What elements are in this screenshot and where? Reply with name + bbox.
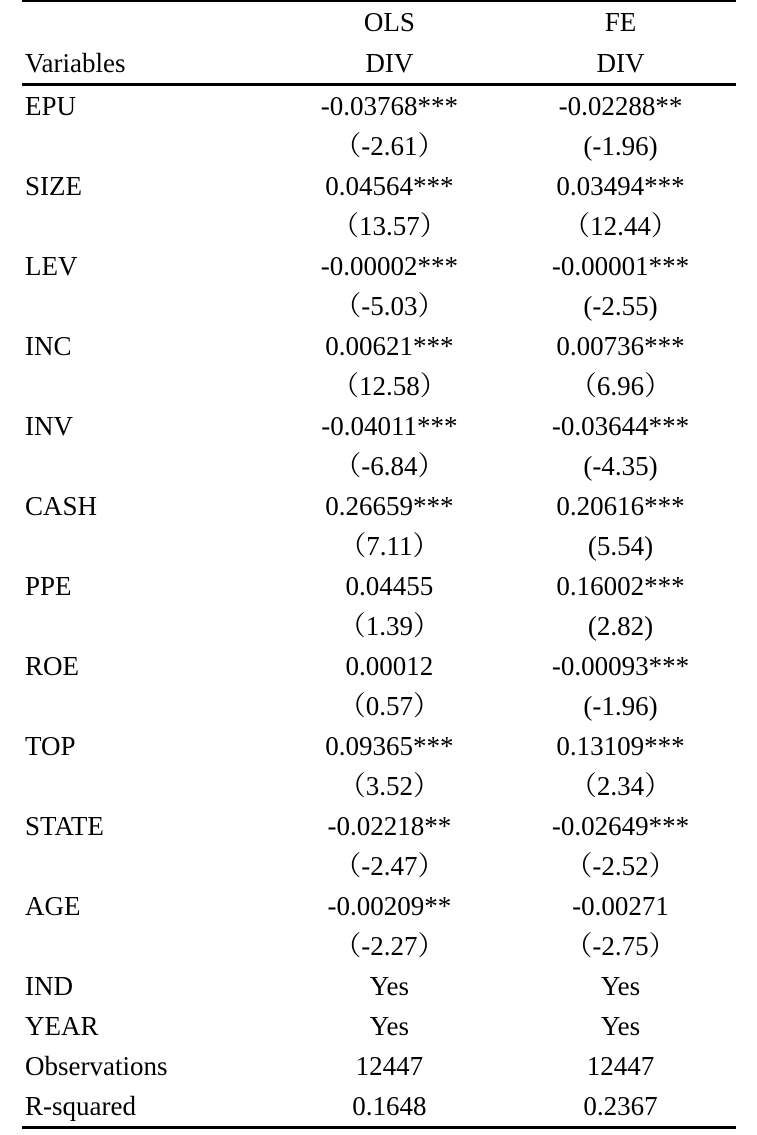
ols-value-cell: Yes xyxy=(369,971,410,1001)
fe-value-cell: (2.82) xyxy=(587,611,654,641)
variable-name-cell: EPU xyxy=(25,91,77,121)
variable-name-cell: AGE xyxy=(25,891,81,921)
table-row xyxy=(22,486,736,526)
variable-name-cell xyxy=(22,846,274,886)
ols-value-cell: （-6.84） xyxy=(334,451,445,481)
fe-value-cell: Yes xyxy=(600,971,641,1001)
ols-value-cell: （1.39） xyxy=(338,611,441,641)
ols-value-cell: 0.04455 xyxy=(345,571,434,601)
ols-value-cell: -0.02218** xyxy=(327,811,452,841)
ols-value-cell: -0.00002*** xyxy=(320,251,459,281)
variable-name-cell: CASH xyxy=(25,491,98,521)
variable-name-cell: INC xyxy=(25,331,72,361)
header-cell-ols-dependent: DIV xyxy=(365,48,414,78)
variable-name-cell: IND xyxy=(25,971,73,1001)
table-row xyxy=(22,206,736,246)
variable-name-cell xyxy=(22,926,274,966)
table-row xyxy=(22,806,736,846)
table-row xyxy=(22,85,736,127)
table-row xyxy=(22,166,736,206)
fe-value-cell: (-4.35) xyxy=(583,451,658,481)
ols-value-cell: 0.26659*** xyxy=(325,491,454,521)
ols-value-cell: （13.57） xyxy=(332,211,447,241)
fe-value-cell: 0.16002*** xyxy=(556,571,685,601)
fe-value-cell: 0.2367 xyxy=(583,1091,658,1121)
ols-value-cell: （-2.47） xyxy=(334,851,445,881)
ols-value-cell: （-2.61） xyxy=(334,131,445,161)
ols-value-cell: （0.57） xyxy=(338,691,441,721)
fe-value-cell: -0.02288** xyxy=(558,91,683,121)
fe-value-cell: 0.03494*** xyxy=(556,171,685,201)
fe-value-cell: （-2.75） xyxy=(565,931,676,961)
table-row xyxy=(22,446,736,486)
ols-value-cell: （3.52） xyxy=(338,771,441,801)
table-row xyxy=(22,286,736,326)
fe-value-cell: （6.96） xyxy=(569,371,672,401)
table-row xyxy=(22,606,736,646)
fe-value-cell: Yes xyxy=(600,1011,641,1041)
variable-name-cell: STATE xyxy=(25,811,104,841)
ols-value-cell: Yes xyxy=(369,1011,410,1041)
fe-value-cell: -0.02649*** xyxy=(551,811,690,841)
table-row xyxy=(22,886,736,926)
ols-value-cell: 0.09365*** xyxy=(325,731,454,761)
variable-name-cell: YEAR xyxy=(25,1011,99,1041)
table-body xyxy=(22,85,736,1128)
variable-name-cell: R-squared xyxy=(25,1091,136,1121)
ols-value-cell: -0.00209** xyxy=(327,891,452,921)
variable-name-cell xyxy=(22,366,274,406)
variable-name-cell: SIZE xyxy=(25,171,82,201)
table-row xyxy=(22,526,736,566)
regression-table xyxy=(22,0,736,1129)
variable-name-cell xyxy=(22,606,274,646)
table-row xyxy=(22,686,736,726)
variable-name-cell: LEV xyxy=(25,251,78,281)
variable-name-cell: INV xyxy=(25,411,73,441)
variable-name-cell xyxy=(22,206,274,246)
table-row xyxy=(22,566,736,606)
table-row xyxy=(22,926,736,966)
variable-name-cell: Observations xyxy=(25,1051,168,1081)
variable-name-cell xyxy=(22,686,274,726)
ols-value-cell: 0.1648 xyxy=(352,1091,427,1121)
ols-value-cell: （-2.27） xyxy=(334,931,445,961)
variable-name-cell: ROE xyxy=(25,651,79,681)
table-row xyxy=(22,966,736,1006)
table-row xyxy=(22,246,736,286)
variable-name-cell xyxy=(22,446,274,486)
header-cell-fe-dependent: DIV xyxy=(596,48,645,78)
table-row xyxy=(22,1046,736,1086)
table-row xyxy=(22,846,736,886)
fe-value-cell: 0.13109*** xyxy=(556,731,685,761)
regression-table-container xyxy=(22,0,736,1129)
table-row xyxy=(22,646,736,686)
fe-value-cell: 0.20616*** xyxy=(556,491,685,521)
ols-value-cell: 0.00621*** xyxy=(325,331,454,361)
fe-value-cell: -0.00093*** xyxy=(551,651,690,681)
ols-value-cell: （-5.03） xyxy=(334,291,445,321)
ols-value-cell: （7.11） xyxy=(339,531,440,561)
fe-value-cell: (-2.55) xyxy=(583,291,658,321)
table-row xyxy=(22,1006,736,1046)
ols-value-cell: （12.58） xyxy=(332,371,447,401)
table-row xyxy=(22,1086,736,1128)
ols-value-cell: -0.04011*** xyxy=(321,411,458,441)
fe-value-cell: （-2.52） xyxy=(565,851,676,881)
ols-value-cell: 0.00012 xyxy=(345,651,434,681)
fe-value-cell: -0.00001*** xyxy=(551,251,690,281)
table-row xyxy=(22,126,736,166)
ols-value-cell: -0.03768*** xyxy=(320,91,459,121)
fe-value-cell: -0.03644*** xyxy=(551,411,690,441)
table-header xyxy=(22,0,736,85)
ols-value-cell: 0.04564*** xyxy=(325,171,454,201)
fe-value-cell: 0.00736*** xyxy=(556,331,685,361)
header-cell-blank xyxy=(22,0,274,43)
fe-value-cell: （12.44） xyxy=(563,211,678,241)
ols-value-cell: 12447 xyxy=(355,1051,424,1081)
table-row xyxy=(22,766,736,806)
fe-value-cell: 12447 xyxy=(586,1051,655,1081)
table-row xyxy=(22,366,736,406)
header-cell-variables: Variables xyxy=(25,48,126,78)
table-row xyxy=(22,406,736,446)
header-row-variables xyxy=(22,43,736,85)
variable-name-cell xyxy=(22,766,274,806)
variable-name-cell xyxy=(22,286,274,326)
variable-name-cell xyxy=(22,126,274,166)
fe-value-cell: -0.00271 xyxy=(572,891,669,921)
variable-name-cell: TOP xyxy=(25,731,76,761)
variable-name-cell: PPE xyxy=(25,571,72,601)
fe-value-cell: （2.34） xyxy=(569,771,672,801)
table-row xyxy=(22,726,736,766)
header-cell-ols: OLS xyxy=(363,6,415,37)
table-row xyxy=(22,326,736,366)
fe-value-cell: (-1.96) xyxy=(583,131,658,161)
header-cell-fe: FE xyxy=(604,6,637,37)
fe-value-cell: (-1.96) xyxy=(583,691,658,721)
fe-value-cell: (5.54) xyxy=(587,531,654,561)
variable-name-cell xyxy=(22,526,274,566)
header-row-model xyxy=(22,0,736,43)
